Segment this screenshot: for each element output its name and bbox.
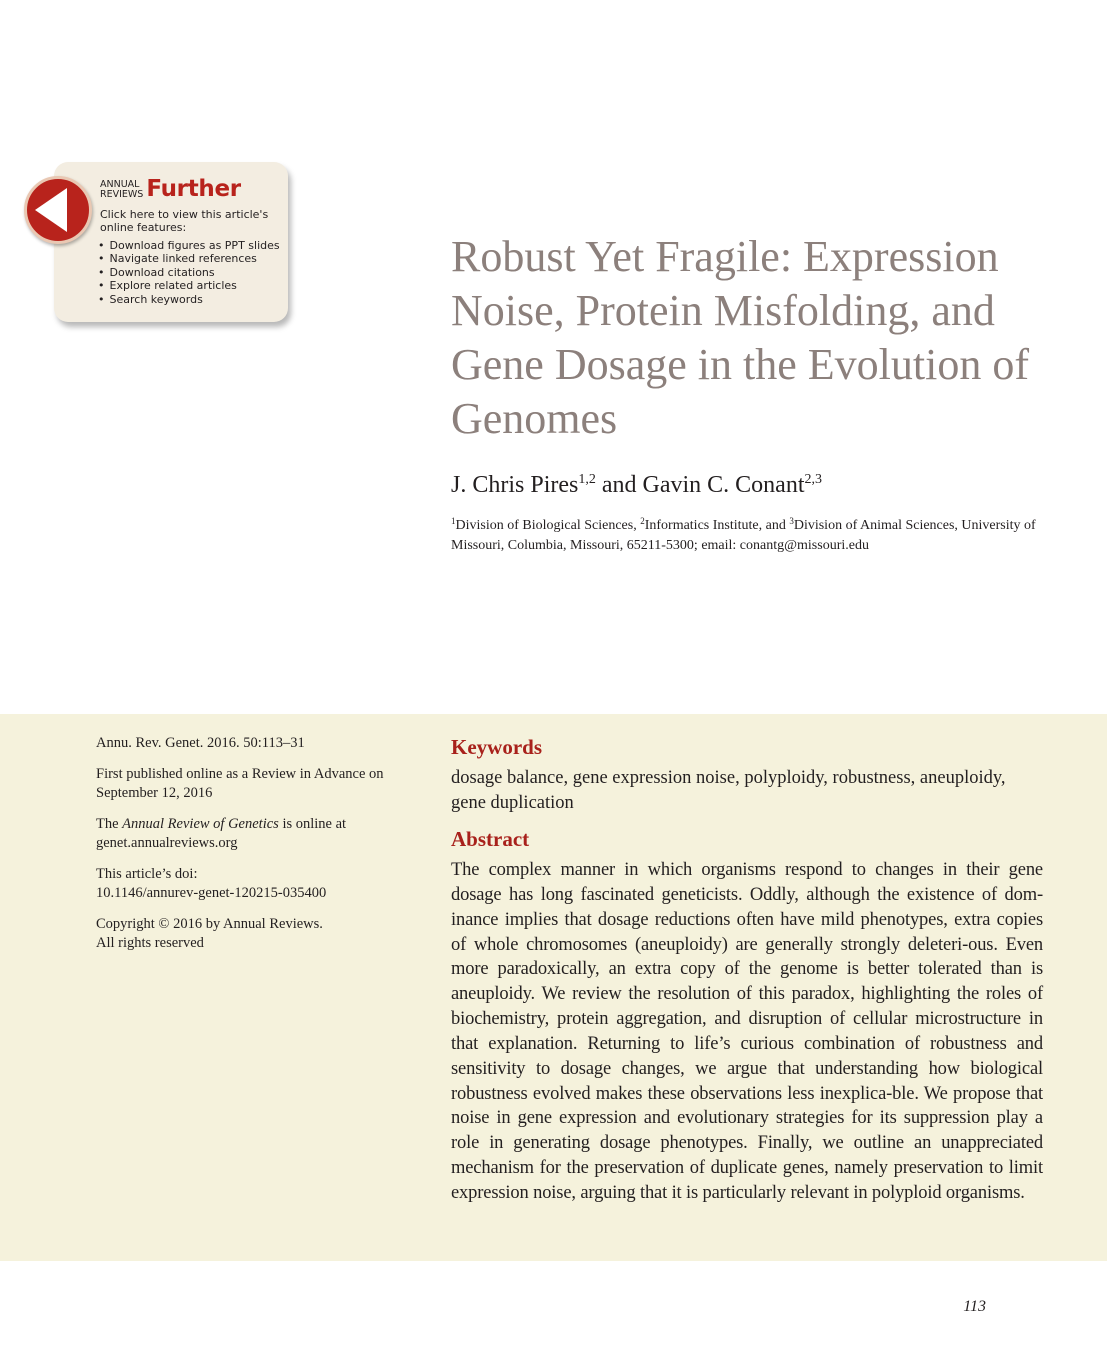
back-arrow-icon[interactable]	[24, 176, 92, 244]
article-authors: J. Chris Pires$^{1,2}$ and Gavin C. Conant$^{2,3}$	[451, 472, 823, 498]
article-title: Robust Yet Fragile: Expression Noise, Protein Misfolding, and Gene Dosage in the Evolution of Genomes	[451, 232, 1029, 443]
keywords-abstract-column	[451, 733, 1043, 1206]
publication-date: First published online as a Review in Advance on September 12, 2016	[96, 765, 384, 801]
abstract-heading: Abstract	[451, 827, 530, 851]
further-header	[100, 178, 241, 200]
feature-item[interactable]: • Download figures as PPT slides	[98, 239, 280, 252]
annual-reviews-brand: ANNUAL REVIEWS	[100, 179, 144, 200]
further-panel[interactable]	[54, 162, 288, 322]
feature-item[interactable]: • Download citations	[98, 266, 280, 279]
doi: This article’s doi: 10.1146/annurev-genet-120215-035400	[96, 865, 327, 901]
journal-online: The Annual Review of Genetics is online at genet.annualreviews.org	[96, 815, 347, 851]
further-features-list	[98, 239, 280, 306]
keywords-text: dosage balance, gene expression noise, polyploidy, robustness, aneuploidy, gene duplication	[451, 768, 1006, 813]
keywords-heading: Keywords	[451, 735, 542, 759]
page-number: 113	[963, 1298, 986, 1315]
author-affiliations: $^1$Division of Biological Sciences, $^2$Informatics Institute, and $^3$Division of Animal Sciences, University of Missouri, Columbia, Missouri, 65211-5300; email: conantg@missouri.edu	[451, 516, 1036, 553]
article-metadata	[96, 734, 416, 965]
citation: Annu. Rev. Genet. 2016. 50:113–31	[96, 735, 305, 751]
further-description: Click here to view this article's online features:	[100, 208, 269, 234]
feature-item[interactable]: • Navigate linked references	[98, 252, 280, 265]
feature-item[interactable]: • Search keywords	[98, 293, 280, 306]
click-here-link[interactable]: Click here	[100, 208, 155, 221]
abstract-text: The complex manner in which organisms respond to changes in their gene dosage has long fascinated geneticists. Oddly, although the existence of dom-inance implies that dosage reductions often have mild phenotypes, extra copies of whole chromosomes (aneuploidy) are generally strongly deleteri-ous. Even more paradoxically, an extra copy of the genome is better tolerated than is aneuploidy. We review the resolution of this paradox, highlighting the roles of biochemistry, protein aggregation, and disruption of cellular microstructure in that explanation. Returning to life’s curious combination of robustness and sensitivity to dosage changes, we argue that understanding how biological robustness evolved makes these observations less inexplica-ble. We propose that noise in gene expression and evolutionary strategies for its suppression play a role in generating dosage phenotypes. Finally, we outline an unappreciated mechanism for the preservation of duplicate genes, namely preservation to limit expression noise, arguing that it is particularly relevant in polyploid organisms.	[451, 860, 1043, 1203]
further-title: Further	[146, 176, 241, 202]
copyright: Copyright © 2016 by Annual Reviews. All rights reserved	[96, 915, 323, 951]
feature-item[interactable]: • Explore related articles	[98, 279, 280, 292]
